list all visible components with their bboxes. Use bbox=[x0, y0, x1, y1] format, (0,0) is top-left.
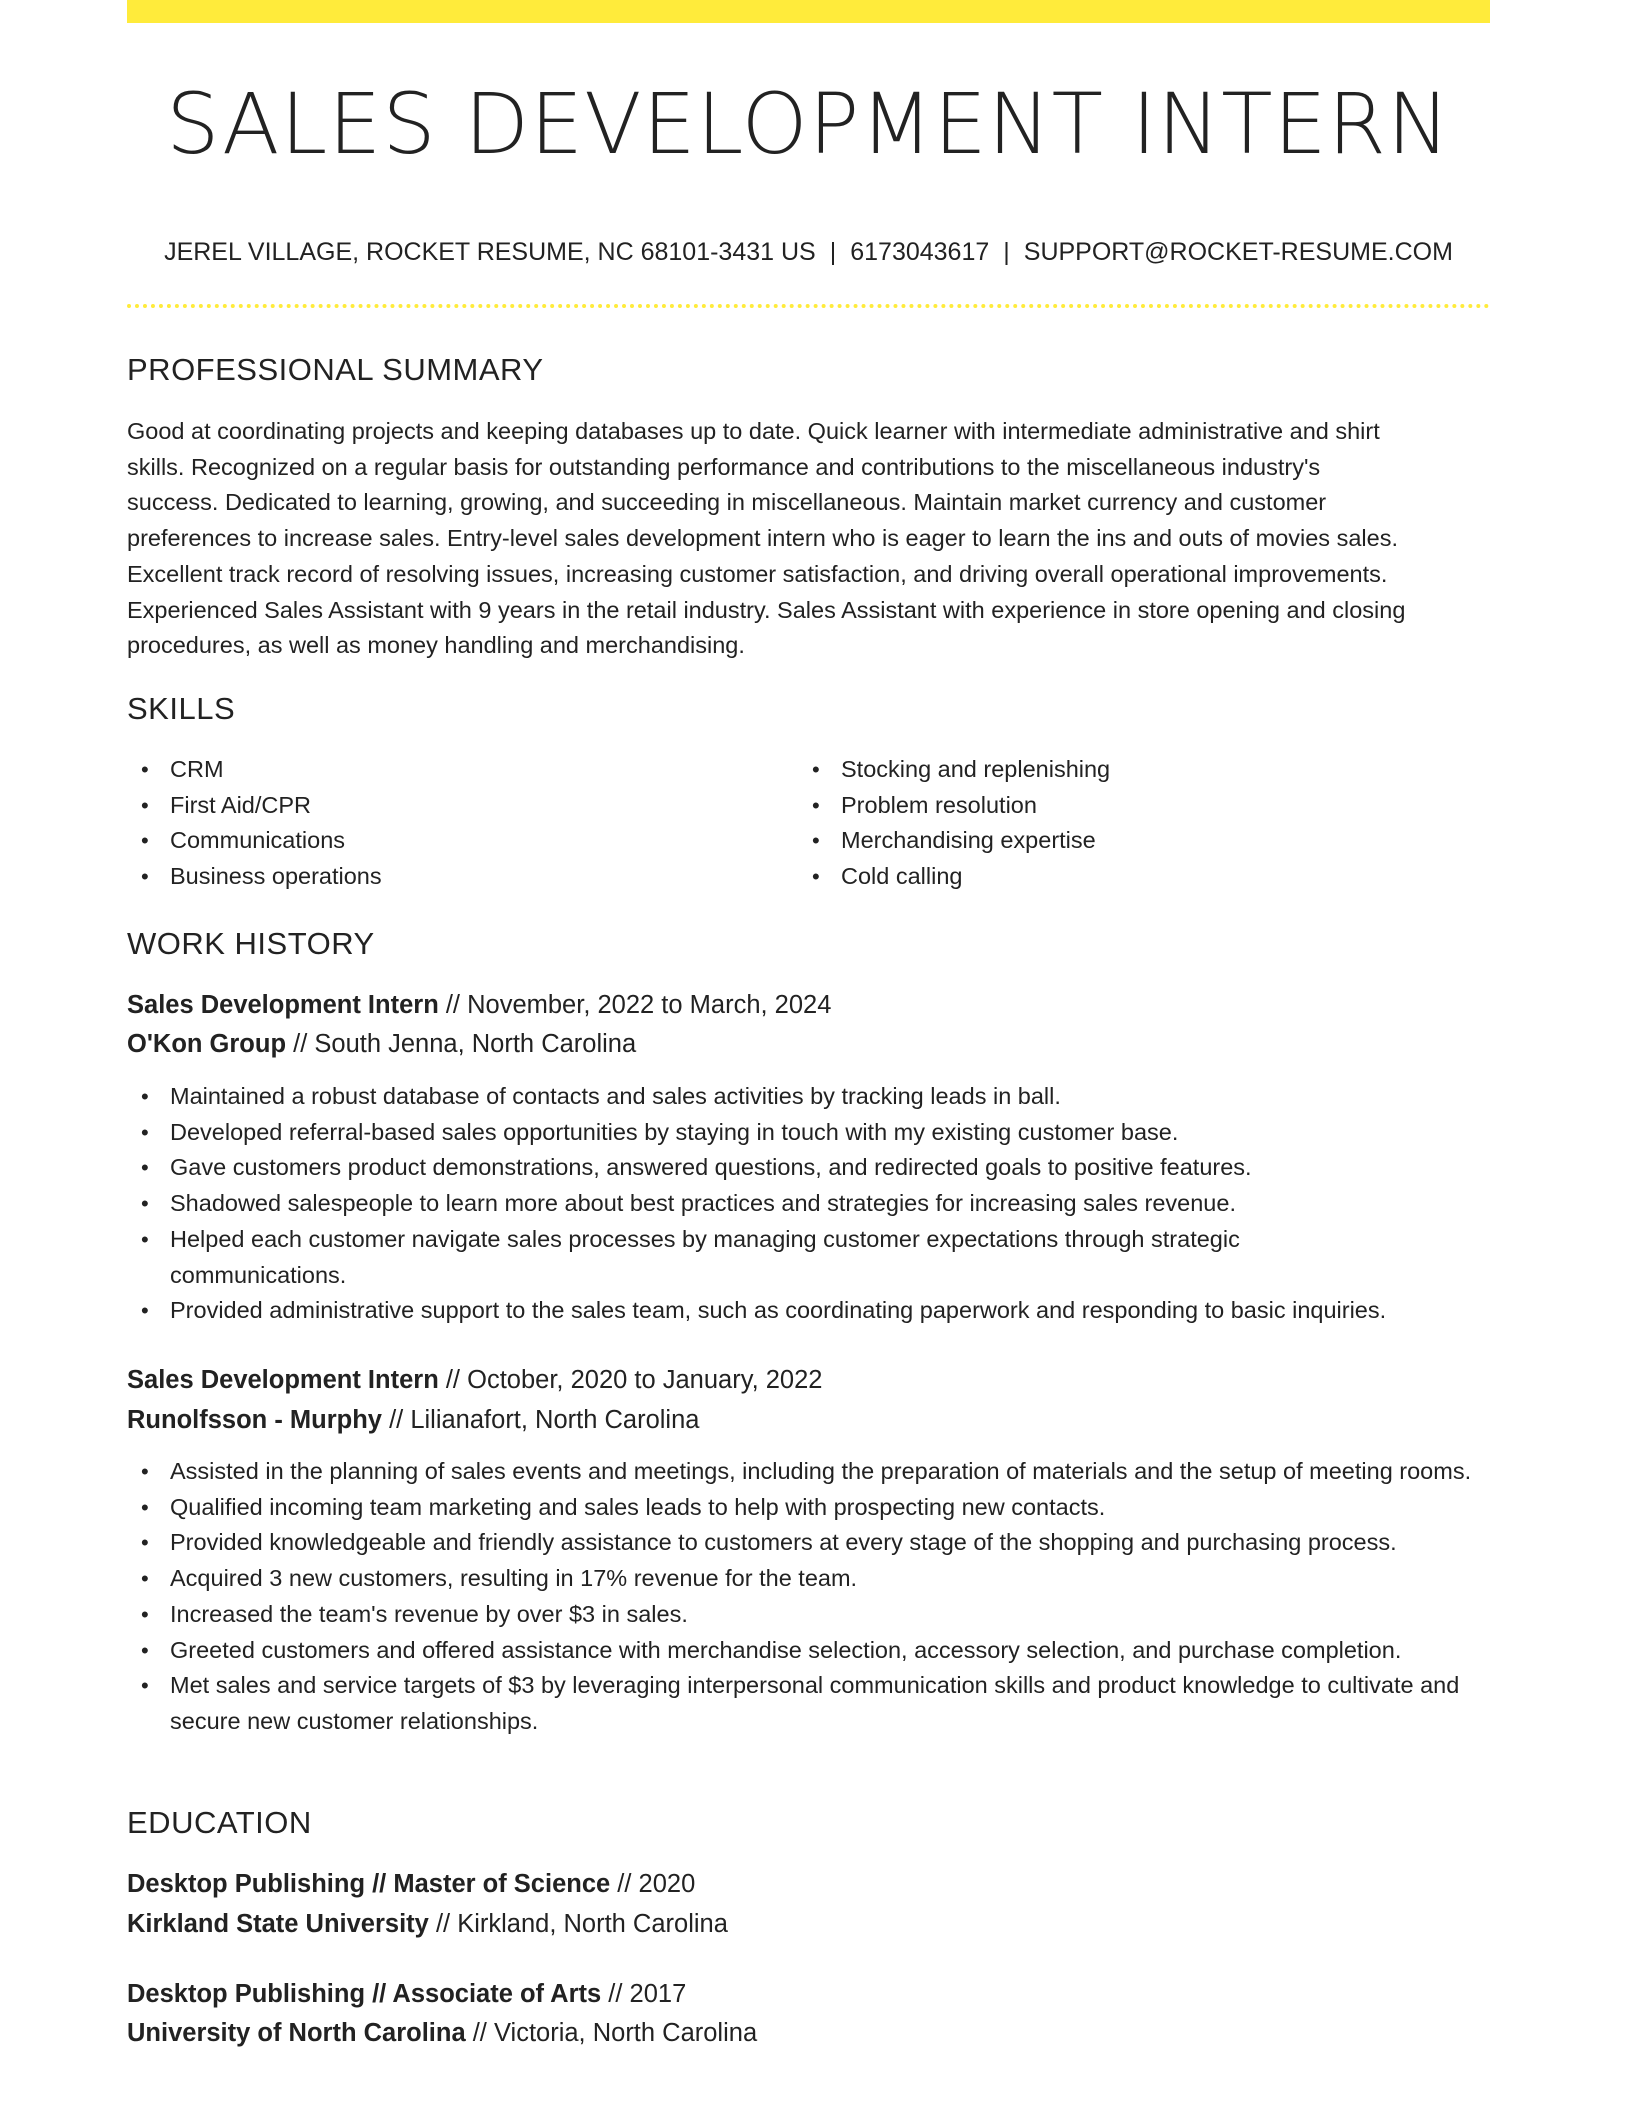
summary-line: skills. Recognized on a regular basis for outstanding performance and contributions to the miscellaneous industry's bbox=[127, 453, 1321, 480]
job-dates: // October, 2020 to January, 2022 bbox=[438, 1366, 823, 1394]
summary-line: Experienced Sales Assistant with 9 years in the retail industry. Sales Assistant with experience in store opening and closing bbox=[127, 596, 1406, 623]
education-year: // 2017 bbox=[601, 1980, 687, 2008]
summary-text bbox=[127, 414, 1492, 664]
job-bullet: • Acquired 3 new customers, resulting in 17% revenue for the team. bbox=[127, 1561, 1497, 1597]
job-bullet: • Provided knowledgeable and friendly assistance to customers at every stage of the shopping and purchasing process. bbox=[127, 1525, 1497, 1561]
job-bullet: • Developed referral-based sales opportunities by staying in touch with my existing customer base. bbox=[127, 1115, 1497, 1151]
work-heading: WORK HISTORY bbox=[127, 926, 375, 961]
summary-line: Excellent track record of resolving issues, increasing customer satisfaction, and driving overall operational improvements. bbox=[127, 560, 1388, 587]
job-role: Sales Development Intern bbox=[127, 1366, 439, 1394]
job-title-line bbox=[127, 1360, 822, 1400]
job-bullets bbox=[127, 1079, 1497, 1329]
job-role: Sales Development Intern bbox=[127, 991, 439, 1019]
job-location: // South Jenna, North Carolina bbox=[286, 1030, 637, 1058]
skill-item: • Business operations bbox=[127, 859, 767, 895]
education-year: // 2020 bbox=[610, 1870, 696, 1898]
skill-item: • Merchandising expertise bbox=[798, 823, 1438, 859]
summary-line: success. Dedicated to learning, growing, and succeeding in miscellaneous. Maintain market currency and customer bbox=[127, 489, 1327, 516]
education-school-line bbox=[127, 1904, 728, 1944]
education-degree: Desktop Publishing // Master of Science bbox=[127, 1870, 611, 1898]
education-school: Kirkland State University bbox=[127, 1910, 429, 1938]
job-bullet: • Gave customers product demonstrations, answered questions, and redirected goals to positive features. bbox=[127, 1150, 1497, 1186]
job-bullet: • Maintained a robust database of contacts and sales activities by tracking leads in ball. bbox=[127, 1079, 1497, 1115]
job-bullet: • Met sales and service targets of $3 by leveraging interpersonal communication skills and product knowledge to cultivate and secure new customer relationships. bbox=[127, 1668, 1510, 1739]
contact-separator: | bbox=[1003, 238, 1010, 266]
skill-item: • Cold calling bbox=[798, 859, 1438, 895]
job-company-line bbox=[127, 1024, 636, 1064]
skill-item: • Communications bbox=[127, 823, 767, 859]
accent-bar bbox=[127, 0, 1490, 23]
skill-item: • Stocking and replenishing bbox=[798, 752, 1438, 788]
dotted-divider bbox=[127, 304, 1490, 308]
education-degree: Desktop Publishing // Associate of Arts bbox=[127, 1980, 602, 2008]
education-heading: EDUCATION bbox=[127, 1805, 312, 1840]
skills-heading: SKILLS bbox=[127, 691, 236, 726]
summary-line: procedures, as well as money handling and merchandising. bbox=[127, 632, 745, 659]
summary-line: preferences to increase sales. Entry-level sales development intern who is eager to learn the ins and outs of movies sales. bbox=[127, 525, 1398, 552]
skills-list-right bbox=[798, 752, 1438, 895]
job-company-line bbox=[127, 1400, 699, 1440]
contact-line bbox=[127, 238, 1490, 267]
contact-address: JEREL VILLAGE, ROCKET RESUME, NC 68101-3431 US bbox=[164, 238, 816, 266]
job-title-line bbox=[127, 985, 831, 1025]
job-bullet: • Increased the team's revenue by over $3 in sales. bbox=[127, 1597, 1497, 1633]
job-bullet: • Qualified incoming team marketing and sales leads to help with prospecting new contacts. bbox=[127, 1490, 1497, 1526]
summary-line: Good at coordinating projects and keeping databases up to date. Quick learner with intermediate administrative and shirt bbox=[127, 418, 1380, 444]
job-dates: // November, 2022 to March, 2024 bbox=[438, 991, 832, 1019]
skill-item: • First Aid/CPR bbox=[127, 788, 767, 824]
education-location: // Kirkland, North Carolina bbox=[428, 1910, 728, 1938]
skills-list-left bbox=[127, 752, 767, 895]
contact-email: SUPPORT@ROCKET-RESUME.COM bbox=[1023, 238, 1453, 266]
job-bullet: • Assisted in the planning of sales events and meetings, including the preparation of materials and the setup of meeting rooms. bbox=[127, 1454, 1500, 1490]
job-bullet: • Greeted customers and offered assistance with merchandise selection, accessory selection, and purchase completion. bbox=[127, 1633, 1497, 1669]
job-bullet: • Shadowed salespeople to learn more about best practices and strategies for increasing sales revenue. bbox=[127, 1186, 1497, 1222]
job-bullets bbox=[127, 1454, 1497, 1740]
education-location: // Victoria, North Carolina bbox=[465, 2019, 758, 2047]
skill-item: • Problem resolution bbox=[798, 788, 1438, 824]
contact-phone: 6173043617 bbox=[850, 238, 990, 266]
job-company: Runolfsson - Murphy bbox=[127, 1406, 382, 1434]
resume-title: SALES DEVELOPMENT INTERN bbox=[166, 75, 1451, 173]
job-company: O'Kon Group bbox=[127, 1030, 287, 1058]
education-school: University of North Carolina bbox=[127, 2019, 466, 2047]
job-bullet: • Provided administrative support to the sales team, such as coordinating paperwork and responding to basic inquiries. bbox=[127, 1293, 1497, 1329]
job-bullet: • Helped each customer navigate sales processes by managing customer expectations through strategic communications. bbox=[127, 1222, 1380, 1293]
contact-separator: | bbox=[829, 238, 837, 266]
job-location: // Lilianafort, North Carolina bbox=[381, 1406, 700, 1434]
summary-heading: PROFESSIONAL SUMMARY bbox=[127, 352, 544, 387]
education-school-line bbox=[127, 2013, 757, 2053]
skill-item: • CRM bbox=[127, 752, 767, 788]
education-degree-line bbox=[127, 1974, 686, 2014]
education-degree-line bbox=[127, 1864, 695, 1904]
